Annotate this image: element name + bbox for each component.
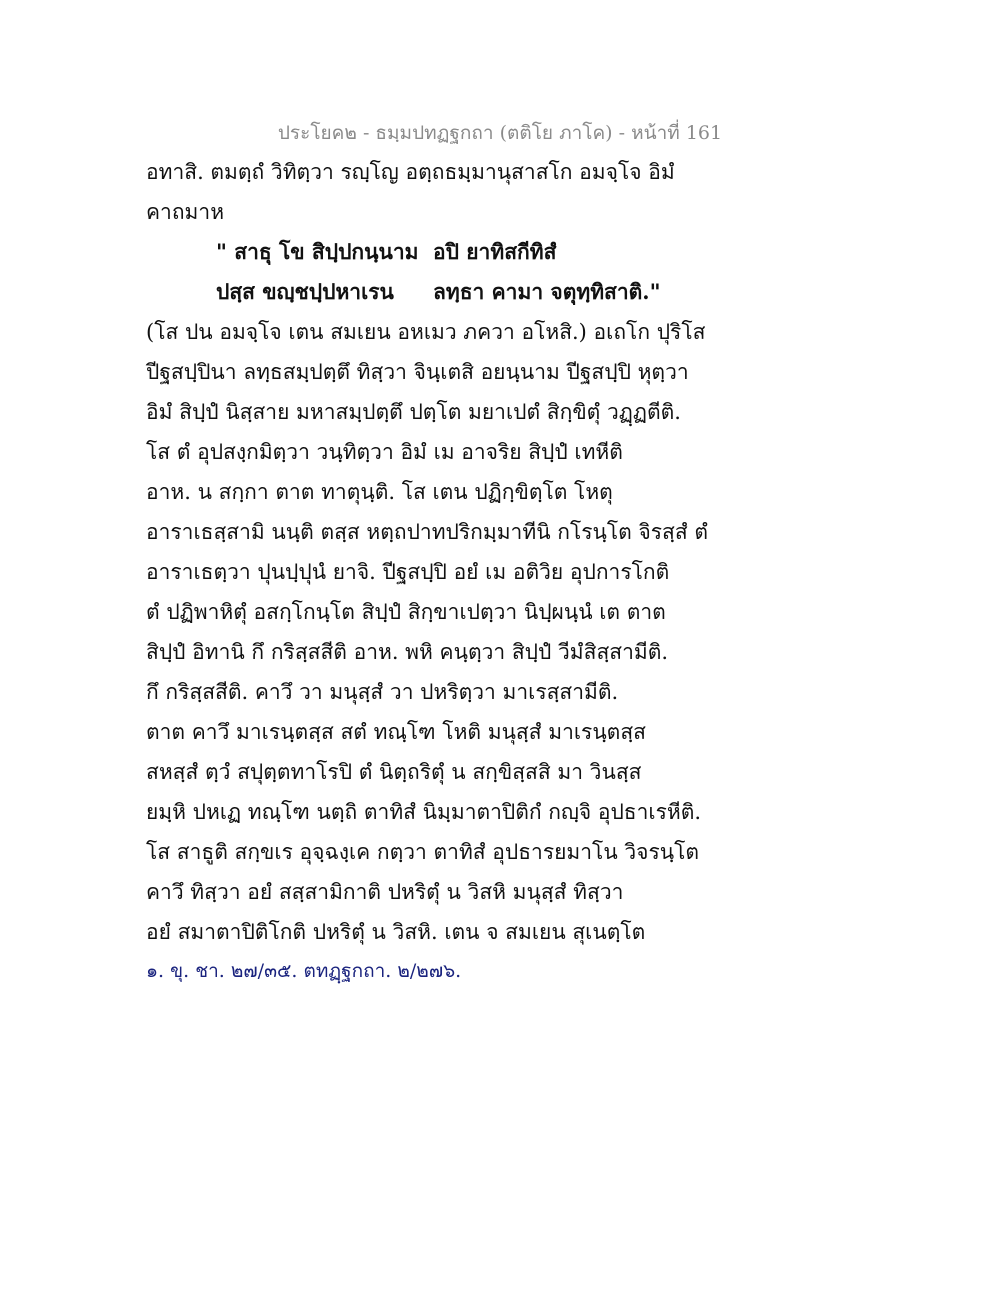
text-line: กึ กริสฺสสีติ. คาวึ วา มนุสฺสํ วา ปหริตฺวา มาเรสฺสามีติ.: [146, 680, 619, 704]
verse-line-1b: อปิ ยาทิสกีทิสํ: [433, 239, 557, 264]
text-line: อาราเธตฺวา ปุนปฺปุนํ ยาจิ. ปีฐสปฺปิ อยํ เม อติวิย อุปการโกติ: [146, 560, 670, 584]
text-line: โส ตํ อุปสงฺกมิตฺวา วนฺทิตฺวา อิมํ เม อาจริย สิปฺปํ เทหีติ: [146, 440, 623, 464]
text-line: โส สาธูติ สกฺขเร อุจฺฉงฺเค กตฺวา ตาทิสํ อุปธารยมาโน วิจรนฺโต: [146, 840, 700, 864]
text-line: อิมํ สิปฺปํ นิสฺสาย มหาสมฺปตฺตึ ปตฺโต มยาเปตํ สิกฺขิตุํ วฏฺฏตีติ.: [146, 400, 681, 424]
text-line: คาถมาห: [146, 200, 225, 224]
text-line: ยมฺหิ ปหเฏ ทณฺโฑ นตฺถิ ตาทิสํ นิมฺมาตาปิติกํ กญฺจิ อุปธาเรหีติ.: [146, 800, 702, 824]
text-line: ตํ ปฏิพาหิตุํ อสกฺโกนฺโต สิปฺปํ สิกฺขาเปตฺวา นิปฺผนฺนํ เต ตาต: [146, 600, 666, 624]
text-line: ปีฐสปฺปินา ลทฺธสมฺปตฺตึ ทิสฺวา จินฺเตสิ อยนฺนาม ปีฐสปฺปิ หุตฺวา: [146, 360, 689, 384]
text-line: (โส ปน อมจฺโจ เตน สมเยน อหเมว ภควา อโหสิ.) อเถโก ปุริโส: [146, 320, 706, 344]
text-line: คาวึ ทิสฺวา อยํ สสฺสามิกาติ ปหริตุํ น วิสหิ มนุสฺสํ ทิสฺวา: [146, 880, 624, 904]
text-line: สหสฺสํ ตฺวํ สปุตฺตทาโรปิ ตํ นิตฺถริตุํ น สกฺขิสฺสสิ มา วินสฺส: [146, 760, 642, 784]
text-line: สิปฺปํ อิทานิ กึ กริสฺสสีติ อาห. พหิ คนฺตฺวา สิปฺปํ วีมํสิสฺสามีติ.: [146, 640, 669, 664]
text-line: อยํ สมาตาปิติโกติ ปหริตุํ น วิสหิ. เตน จ สมเยน สุเนตฺโต: [146, 920, 646, 944]
verse-line-2b: ลทฺธา คามา จตุทฺทิสาติ.": [433, 279, 661, 304]
page-header: ประโยค๒ - ธมฺมปทฏฐกถา (ตติโย ภาโค) - หน้าที่ 161: [277, 122, 723, 144]
text-line: ตาต คาวึ มาเรนฺตสฺส สตํ ทณฺโฑ โหติ มนุสฺสํ มาเรนฺตสฺส: [146, 720, 646, 744]
text-line: อาห. น สกฺกา ตาต ทาตุนฺติ. โส เตน ปฏิกฺขิตฺโต โหตุ: [146, 480, 613, 504]
text-line: อทาสิ. ตมตฺถํ วิทิตฺวา รญฺโญ อตฺถธมฺมานุสาสโก อมจฺโจ อิมํ: [146, 160, 675, 184]
verse-line-2a: ปสฺส ขญฺชปฺปหาเรน: [216, 279, 394, 304]
text-line: อาราเธสฺสามิ นนฺติ ตสฺส หตฺถปาทปริกมฺมาทีนิ กโรนฺโต จิรสฺสํ ตํ: [146, 520, 708, 544]
footnote: ๑. ขุ. ชา. ๒๗/๓๕. ตทฏฺฐกถา. ๒/๒๗๖.: [146, 960, 462, 982]
verse-line-1a: " สาธุ โข สิปฺปกนฺนาม: [216, 239, 419, 264]
